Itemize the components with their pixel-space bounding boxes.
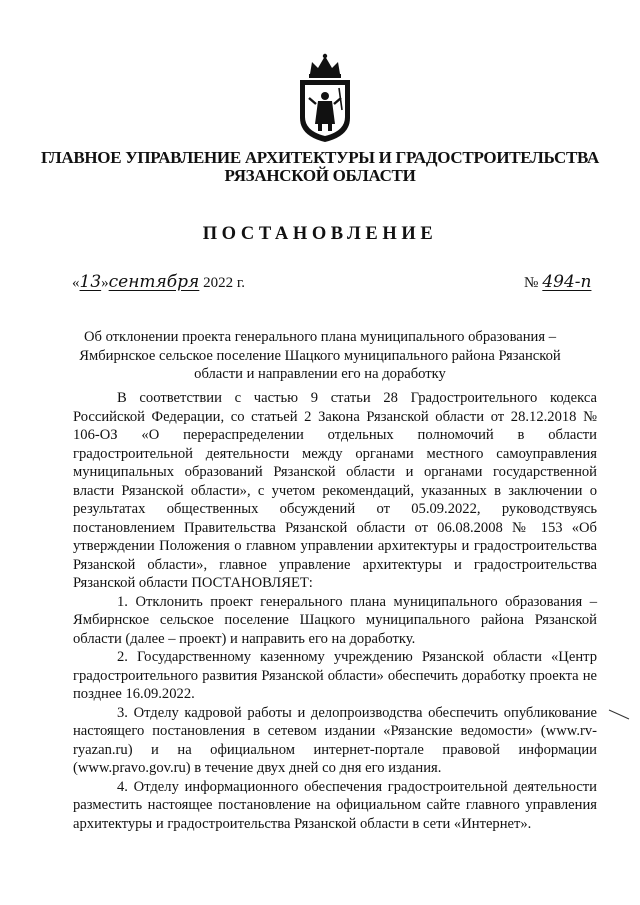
- number-value-handwritten: 494-п: [542, 272, 592, 292]
- date-month-handwritten: сентября: [108, 272, 200, 292]
- preamble-paragraph: В соответствии с частью 9 статьи 28 Градостроительного кодекса Российской Федерации, со статьей 2 Закона Рязанской области от 28.12.2018 № 106-ОЗ «О перераспределении отдельных полномочий в области градостроительной деятельности между органами местного самоуправления муниципальных образований Рязанской области и органами государственной власти Рязанской области», с учетом рекомендаций, указанных в заключении о результатах общественных обсуждений от 05.09.2022, руководствуясь постановлением Правительства Рязанской области от 06.08.2008 № 153 «Об утверждении Положения о главном управлении архитектуры и градостроительства Рязанской области», главное управление архитектуры и градостроительства Рязанской области ПОСТАНОВЛЯЕТ:: [73, 390, 597, 591]
- ryazan-coat-of-arms-icon: [292, 52, 358, 144]
- clause-4: 4. Отделу информационного обеспечения градостроительной деятельности разместить настоящее постановление на официальном сайте главного управления архитектуры и градостроительства Рязанской области в сети «Интернет».: [73, 778, 597, 832]
- number-prefix: №: [524, 275, 539, 291]
- date-close-quote: »: [101, 275, 109, 291]
- document-subject: Об отклонении проекта генерального плана муниципального образования – Ямбирнское сельское поселение Шацкого муниципального района Рязанской области и направлении его на доработку: [79, 329, 561, 382]
- clause-3: 3. Отделу кадровой работы и делопроизводства обеспечить опубликование настоящего постановления в сетевом издании «Рязанские ведомости» (www.rv-ryazan.ru) и на официальном интернет-портале правовой информации (www.pravo.gov.ru) в течение двух дней со дня его издания.: [73, 704, 597, 776]
- date-day-handwritten: 13: [79, 272, 102, 292]
- clause-1: 1. Отклонить проект генерального плана муниципального образования – Ямбирнское сельское поселение Шацкого муниципального района Рязанской области (далее – проект) и направить его на доработку.: [73, 593, 597, 647]
- clause-2: 2. Государственному казенному учреждению Рязанской области «Центр градостроительного развития Рязанской области» обеспечить доработку проекта не позднее 16.09.2022.: [73, 649, 597, 702]
- document-number: [524, 272, 591, 292]
- date-open-quote: «: [72, 275, 80, 291]
- organization-name-line2: РЯЗАНСКОЙ ОБЛАСТИ: [224, 166, 416, 185]
- document-title: ПОСТАНОВЛЕНИЕ: [202, 224, 438, 244]
- document-body: [73, 389, 597, 833]
- date-year: 2022 г.: [203, 275, 246, 291]
- document-date: [72, 272, 245, 292]
- margin-pen-mark: [608, 708, 630, 720]
- organization-name-line1: ГЛАВНОЕ УПРАВЛЕНИЕ АРХИТЕКТУРЫ И ГРАДОСТРОИТЕЛЬСТВА: [41, 148, 599, 167]
